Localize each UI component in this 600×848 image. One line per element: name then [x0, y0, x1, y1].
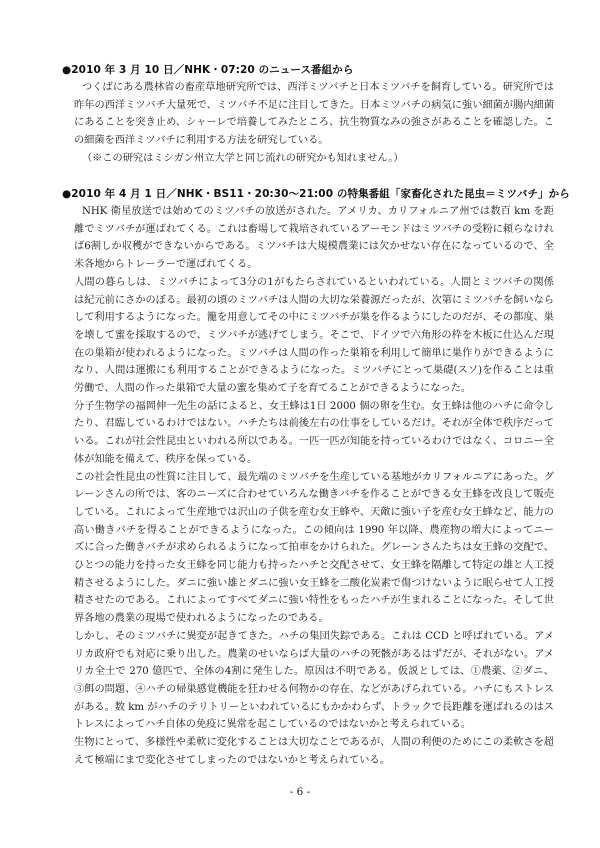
section-body: [74, 79, 554, 168]
section-heading: ●2010 年 4 月 1 日／NHK・BS11・20:30～21:00 の特集番組「家畜化された昆虫＝ミツバチ」から: [62, 188, 570, 200]
news-section-2010-03-10: [62, 62, 554, 168]
paragraph: NHK 衛星放送では始めてのミツバチの放送がされた。アメリカ、カリフォルニア州では数百 km を距離でミツバチが運ばれてくる。これは畜場して栽培されているアーモンドはミツバチの受粉に頼らなければ6割しか収穫ができないからである。ミツバチは大規模農業には欠かせない存在になっているので、全米各地からトレーラーで運ばれてくる。: [74, 206, 554, 271]
section-heading: ●2010 年 3 月 10 日／NHK・07:20 のニュース番組から: [62, 64, 354, 76]
paragraph: この社会性昆虫の性質に注目して、最先端のミツバチを生産している基地がカリフォルニアにあった。グレーンさんの所では、客のニーズに合わせていろんな働きバチを作ることができる女王蜂を改良して販売している。これによって生産地では沢山の子供を産む女王蜂や、天敵に強い子を産む女王蜂など、能力の高い働きバチを得ることができるようになった。この傾向は 1990 年以降、農産物の増大によってニーズに合った働きバチが求められるようになって拍車をかけられた。グレーンさんたちは女王蜂の交配で、ひとつの能力を持った女王蜂を同じ能力も持ったハチと交配させて、女王蜂を隔離して特定の雄と人工授精させるようにした。ダニに強い雄とダニに強い女王蜂を二酸化炭素で傷つけないように眠らせて人工授精させたのである。これによってすべてダニに強い特性をもったハチが生まれることになった。そして世界各地の農業の現場で使われるようになったのである。: [74, 471, 554, 625]
paragraph: 生物にとって、多様性や柔軟に変化することは大切なことであるが、人間の利便のためにこの柔軟さを超えて極端にまで変化させてしまったのではないかと考えられている。: [74, 737, 554, 766]
paragraph: 分子生物学の福岡伸一先生の話によると、女王蜂は1日 2000 個の卵を生む。女王蜂は他のハチに命令したり、君臨しているわけではない。ハチたちは前後左右の仕事をしているだけ。それが全体で秩序だっている。これが社会性昆虫といわれる所以である。一匹一匹が知能を持っているわけではなく、コロニー全体が知能を備えて、秩序を保っている。: [74, 400, 554, 465]
paragraph: しかし、そのミツバチに異変が起きてきた。ハチの集団失踪である。これは CCD と呼ばれている。アメリカ政府でも対応に乗り出した。農業のせいならば大量のハチの死骸があるはずだが、それがない。アメリカ全土で 270 億匹で、全体の4割に発生した。原因は不明である。仮説としては、①農薬、②ダニ、③餌の問題、④ハチの帰巣感覚機能を狂わせる何物かの存在、などがあげられている。ハチにもストレスがある。数 km がハチのテリトリーといわれているにもかかわらず、トラックで長距離を運ばれるのはストレスによってハチ自体の免疫に異常を起こしているのではないかと考えられている。: [74, 630, 554, 731]
note-paragraph: （※この研究はミシガン州立大学と同じ流れの研究かも知れません。）: [82, 152, 404, 164]
paragraph: 人間の暮らしは、ミツバチによって3分の1がもたらされているといわれている。人間とミツバチの関係は紀元前にさかのぼる。最初の頃のミツバチは人間の大切な栄養源だったが、次第にミツバチを飼いならして利用するようになった。籠を用意してその中にミツバチが巣を作るようにしたのだが、その都度、巣を壊して蜜を採取するので、ミツバチが逃げてしまう。そこで、ドイツで六角形の枠を木板に仕込んだ現在の巣箱が使われるようになった。ミツバチは人間の作った巣箱を利用して簡単に巣作りができるようになり、人間は運搬にも利用することができるようになった。ミツバチにとって巣礎(スソ)を作ることは重労働で、人間の作った巣箱で大量の蜜を集めて子を育てることができるようになった。: [74, 276, 554, 395]
section-body: [74, 203, 554, 770]
paragraph: つくばにある農林省の畜産草地研究所では、西洋ミツバチと日本ミツバチを飼育している。研究所では昨年の西洋ミツバチ大量死で、ミツバチ不足に注目してきた。日本ミツバチの病気に強い細菌が腸内細菌にあることを突き止め、シャーレで培養してみたところ、抗生物質なみの強さがあることを確認した。この細菌を西洋ミツバチに利用する方法を研究している。: [74, 82, 554, 147]
special-program-section-2010-04-01: [62, 186, 570, 770]
page-number: - 6 -: [289, 786, 311, 798]
